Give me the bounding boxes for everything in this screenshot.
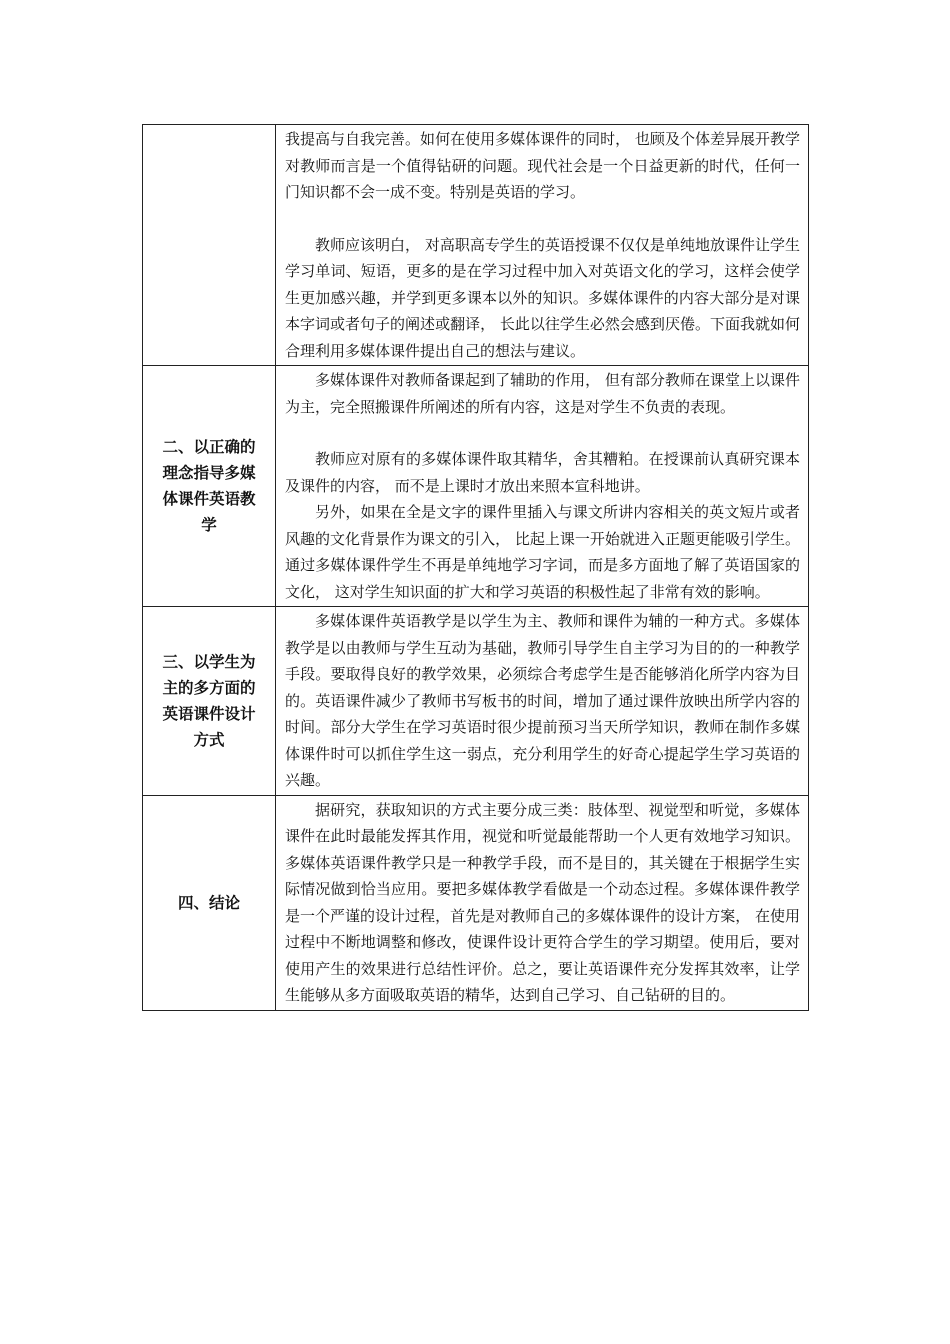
paragraph: 教师应对原有的多媒体课件取其精华，舍其糟粕。在授课前认真研究课本及课件的内容， 而不是上课时才放出来照本宣科地讲。 [285,450,800,495]
section-heading: 二、以正确的理念指导多媒体课件英语教学 [143,366,276,607]
section-heading [143,125,276,366]
paragraph: 我提高与自我完善。如何在使用多媒体课件的同时， 也顾及个体差异展开教学对教师而言是一个值得钻研的问题。现代社会是一个日益更新的时代，任何一门知识都不会一成不变。特别是英语的学习。 [285,130,800,201]
section-heading: 三、以学生为主的多方面的英语课件设计方式 [143,607,276,796]
paragraph: 多媒体课件对教师备课起到了辅助的作用， 但有部分教师在课堂上以课件为主，完全照搬课件所阐述的所有内容，这是对学生不负责的表现。 [285,371,800,416]
table-row-section-4 [143,795,809,1010]
table-row-section-3 [143,607,809,796]
paragraph: 另外，如果在全是文字的课件里插入与课文所讲内容相关的英文短片或者风趣的文化背景作为课文的引入， 比起上课一开始就进入正题更能吸引学生。通过多媒体课件学生不再是单纯地学习字词，而是多方面地了解了英语国家的文化， 这对学生知识面的扩大和学习英语的积极性起了非常有效的影响。 [285,503,800,601]
paragraph: 据研究，获取知识的方式主要分成三类：肢体型、视觉型和听觉，多媒体课件在此时最能发挥其作用，视觉和听觉最能帮助一个人更有效地学习知识。多媒体英语课件教学只是一种教学手段，而不是目的，其关键在于根据学生实际情况做到恰当应用。要把多媒体教学看做是一个动态过程。多媒体课件教学是一个严谨的设计过程，首先是对教师自己的多媒体课件的设计方案， 在使用过程中不断地调整和修改，使课件设计更符合学生的学习期望。使用后，要对使用产生的效果进行总结性评价。总之，要让英语课件充分发挥其效率，让学生能够从多方面吸取英语的精华，达到自己学习、自己钻研的目的。 [285,800,800,1004]
paragraph-spacer [285,420,800,446]
table-row-continuation [143,125,809,366]
section-body [276,125,809,366]
paragraph-spacer [285,206,800,232]
section-body [276,607,809,796]
section-body [276,795,809,1010]
paragraph: 多媒体课件英语教学是以学生为主、教师和课件为辅的一种方式。多媒体教学是以由教师与学生互动为基础，教师引导学生自主学习为目的的一种教学手段。要取得良好的教学效果，必须综合考虑学生是否能够消化所学内容为目的。英语课件减少了教师书写板书的时间，增加了通过课件放映出所学内容的时间。部分大学生在学习英语时很少提前预习当天所学知识，教师在制作多媒体课件时可以抓住学生这一弱点，充分利用学生的好奇心提起学生学习英语的兴趣。 [285,612,800,789]
section-body [276,366,809,607]
document-table [142,124,809,1011]
table-row-section-2 [143,366,809,607]
paragraph: 教师应该明白， 对高职高专学生的英语授课不仅仅是单纯地放课件让学生学习单词、短语，更多的是在学习过程中加入对英语文化的学习，这样会使学生更加感兴趣，并学到更多课本以外的知识。多媒体课件的内容大部分是对课本字词或者句子的阐述或翻译， 长此以往学生必然会感到厌倦。下面我就如何合理利用多媒体课件提出自己的想法与建议。 [285,235,800,360]
section-heading: 四、结论 [143,795,276,1010]
